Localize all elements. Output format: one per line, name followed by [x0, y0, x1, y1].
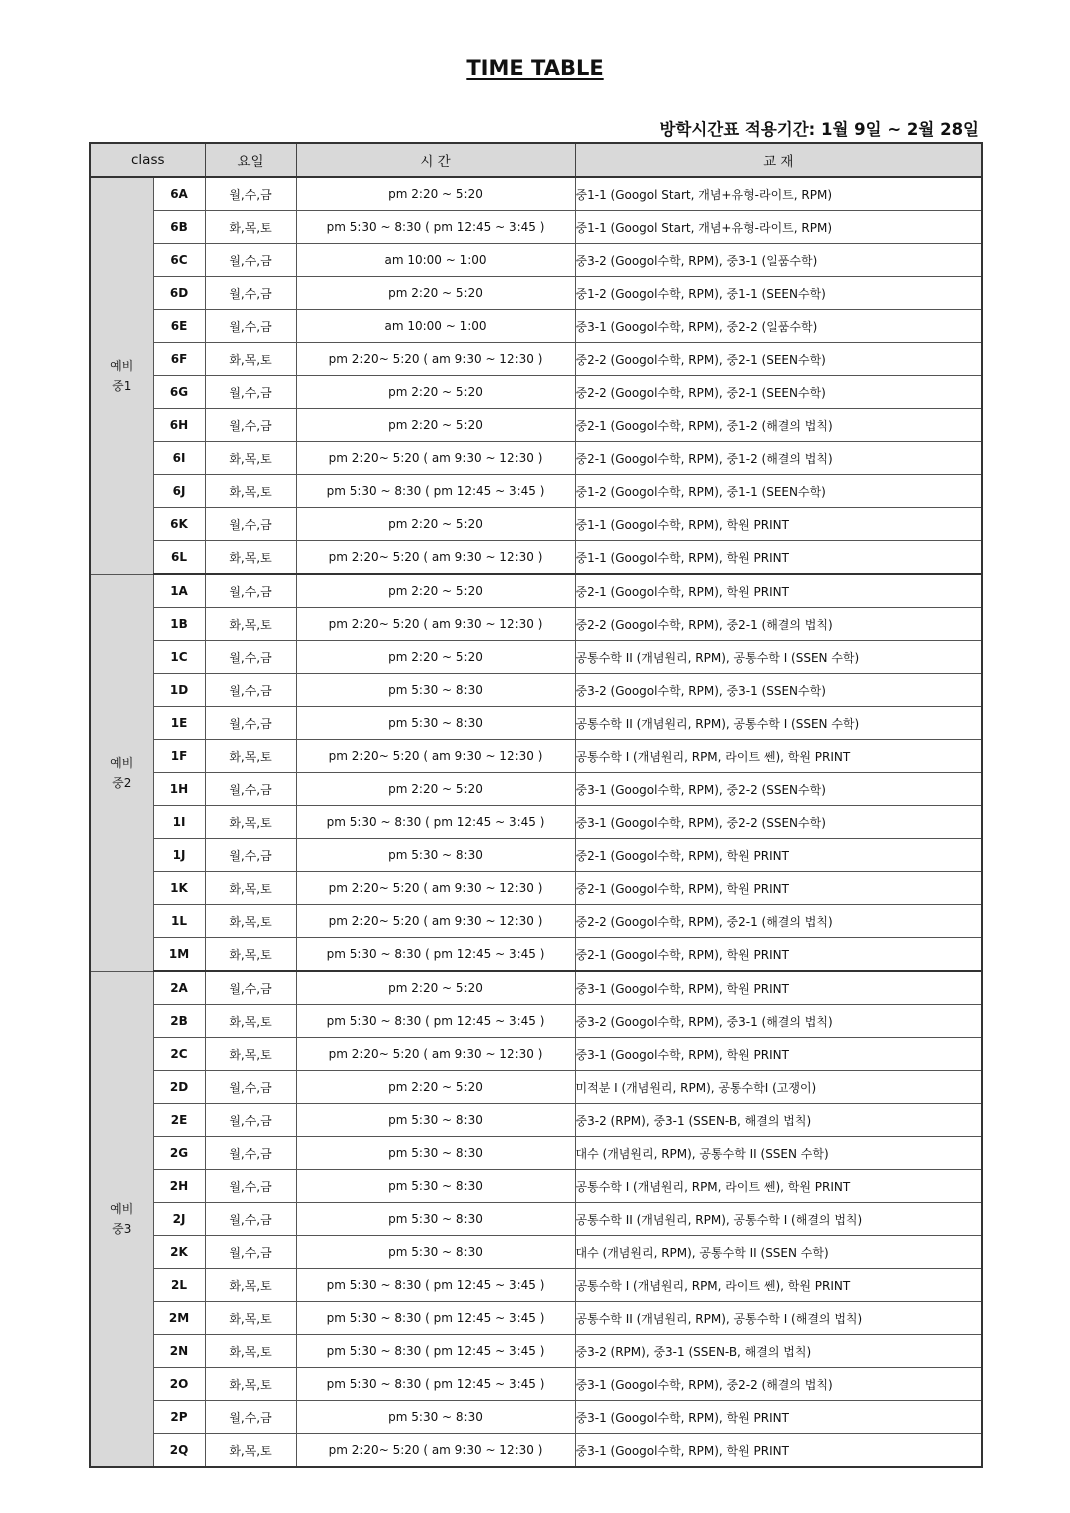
table-row	[90, 442, 982, 475]
header-day: 요일	[205, 143, 296, 177]
class-textbooks: 중2-2 (Googol수학, RPM), 중2-1 (해결의 법칙)	[575, 905, 982, 938]
class-code: 1K	[153, 872, 205, 905]
class-code: 2P	[153, 1401, 205, 1434]
class-code: 2C	[153, 1038, 205, 1071]
class-code: 2L	[153, 1269, 205, 1302]
class-textbooks: 중1-1 (Googol Start, 개념+유형-라이트, RPM)	[575, 177, 982, 211]
table-row	[90, 409, 982, 442]
class-code: 6I	[153, 442, 205, 475]
class-textbooks: 중3-2 (Googol수학, RPM), 중3-1 (SSEN수학)	[575, 674, 982, 707]
class-time: pm 2:20 ~ 5:20	[296, 508, 575, 541]
header-time: 시 간	[296, 143, 575, 177]
table-row	[90, 674, 982, 707]
class-textbooks: 중3-2 (RPM), 중3-1 (SSEN-B, 해결의 법칙)	[575, 1335, 982, 1368]
class-days: 월,수,금	[205, 574, 296, 608]
class-code: 1H	[153, 773, 205, 806]
table-row	[90, 839, 982, 872]
class-days: 월,수,금	[205, 1071, 296, 1104]
class-time: pm 5:30 ~ 8:30 ( pm 12:45 ~ 3:45 )	[296, 1005, 575, 1038]
table-row	[90, 1302, 982, 1335]
class-textbooks: 중2-2 (Googol수학, RPM), 중2-1 (SEEN수학)	[575, 376, 982, 409]
header-book: 교 재	[575, 143, 982, 177]
class-code: 2O	[153, 1368, 205, 1401]
table-row	[90, 310, 982, 343]
class-days: 월,수,금	[205, 1203, 296, 1236]
class-textbooks: 공통수학 II (개념원리, RPM), 공통수학 I (해결의 법칙)	[575, 1203, 982, 1236]
class-time: pm 2:20 ~ 5:20	[296, 773, 575, 806]
class-time: pm 5:30 ~ 8:30 ( pm 12:45 ~ 3:45 )	[296, 211, 575, 244]
class-days: 화,목,토	[205, 740, 296, 773]
class-time: pm 2:20 ~ 5:20	[296, 574, 575, 608]
class-code: 2E	[153, 1104, 205, 1137]
class-code: 6K	[153, 508, 205, 541]
table-row	[90, 177, 982, 211]
class-code: 1L	[153, 905, 205, 938]
class-code: 1C	[153, 641, 205, 674]
class-days: 월,수,금	[205, 674, 296, 707]
class-code: 2Q	[153, 1434, 205, 1468]
class-code: 2J	[153, 1203, 205, 1236]
class-time: pm 2:20 ~ 5:20	[296, 409, 575, 442]
class-textbooks: 중3-1 (Googol수학, RPM), 중2-2 (해결의 법칙)	[575, 1368, 982, 1401]
class-textbooks: 중1-1 (Googol수학, RPM), 학원 PRINT	[575, 508, 982, 541]
table-row	[90, 938, 982, 972]
class-textbooks: 중3-1 (Googol수학, RPM), 중2-2 (SSEN수학)	[575, 773, 982, 806]
class-code: 6D	[153, 277, 205, 310]
class-code: 6H	[153, 409, 205, 442]
class-textbooks: 중3-1 (Googol수학, RPM), 중2-2 (일품수학)	[575, 310, 982, 343]
class-days: 화,목,토	[205, 1368, 296, 1401]
class-time: pm 5:30 ~ 8:30	[296, 707, 575, 740]
class-textbooks: 공통수학 II (개념원리, RPM), 공통수학 I (SSEN 수학)	[575, 707, 982, 740]
table-row	[90, 1005, 982, 1038]
class-code: 6L	[153, 541, 205, 575]
class-code: 1F	[153, 740, 205, 773]
class-days: 화,목,토	[205, 1269, 296, 1302]
table-row	[90, 343, 982, 376]
class-textbooks: 대수 (개념원리, RPM), 공통수학 II (SSEN 수학)	[575, 1137, 982, 1170]
class-time: pm 5:30 ~ 8:30 ( pm 12:45 ~ 3:45 )	[296, 1335, 575, 1368]
timetable	[89, 142, 983, 1468]
class-code: 6C	[153, 244, 205, 277]
table-row	[90, 1071, 982, 1104]
class-time: pm 2:20 ~ 5:20	[296, 1071, 575, 1104]
class-textbooks: 공통수학 I (개념원리, RPM, 라이트 쎈), 학원 PRINT	[575, 1269, 982, 1302]
class-time: pm 2:20~ 5:20 ( am 9:30 ~ 12:30 )	[296, 905, 575, 938]
table-row	[90, 1434, 982, 1468]
header-row	[90, 143, 982, 177]
table-row	[90, 1269, 982, 1302]
class-days: 화,목,토	[205, 211, 296, 244]
class-code: 1I	[153, 806, 205, 839]
class-days: 월,수,금	[205, 707, 296, 740]
class-textbooks: 중2-1 (Googol수학, RPM), 학원 PRINT	[575, 839, 982, 872]
class-textbooks: 중3-1 (Googol수학, RPM), 학원 PRINT	[575, 1401, 982, 1434]
class-time: pm 5:30 ~ 8:30 ( pm 12:45 ~ 3:45 )	[296, 475, 575, 508]
class-days: 화,목,토	[205, 905, 296, 938]
schedule-period: 방학시간표 적용기간: 1월 9일 ~ 2월 28일	[659, 120, 979, 139]
class-time: pm 5:30 ~ 8:30 ( pm 12:45 ~ 3:45 )	[296, 938, 575, 972]
class-days: 월,수,금	[205, 1401, 296, 1434]
class-code: 2G	[153, 1137, 205, 1170]
table-row	[90, 1401, 982, 1434]
class-textbooks: 중3-1 (Googol수학, RPM), 학원 PRINT	[575, 1434, 982, 1468]
class-textbooks: 중2-1 (Googol수학, RPM), 학원 PRINT	[575, 938, 982, 972]
grade-group-label: 예비 중3	[90, 971, 153, 1467]
table-row	[90, 475, 982, 508]
class-days: 화,목,토	[205, 872, 296, 905]
class-days: 월,수,금	[205, 839, 296, 872]
class-textbooks: 공통수학 II (개념원리, RPM), 공통수학 I (SSEN 수학)	[575, 641, 982, 674]
class-time: am 10:00 ~ 1:00	[296, 244, 575, 277]
table-row	[90, 971, 982, 1005]
class-code: 1J	[153, 839, 205, 872]
class-days: 월,수,금	[205, 177, 296, 211]
class-days: 월,수,금	[205, 773, 296, 806]
class-textbooks: 중2-2 (Googol수학, RPM), 중2-1 (SEEN수학)	[575, 343, 982, 376]
class-code: 1A	[153, 574, 205, 608]
class-days: 월,수,금	[205, 409, 296, 442]
class-code: 6E	[153, 310, 205, 343]
class-textbooks: 중1-2 (Googol수학, RPM), 중1-1 (SEEN수학)	[575, 475, 982, 508]
class-time: pm 5:30 ~ 8:30 ( pm 12:45 ~ 3:45 )	[296, 1269, 575, 1302]
class-time: pm 2:20~ 5:20 ( am 9:30 ~ 12:30 )	[296, 1038, 575, 1071]
table-row	[90, 376, 982, 409]
class-code: 1D	[153, 674, 205, 707]
class-time: pm 5:30 ~ 8:30	[296, 1104, 575, 1137]
class-days: 월,수,금	[205, 641, 296, 674]
class-textbooks: 미적분 I (개념원리, RPM), 공통수학I (고쟁이)	[575, 1071, 982, 1104]
class-textbooks: 중1-1 (Googol Start, 개념+유형-라이트, RPM)	[575, 211, 982, 244]
class-code: 6J	[153, 475, 205, 508]
table-row	[90, 1335, 982, 1368]
table-row	[90, 608, 982, 641]
class-code: 6G	[153, 376, 205, 409]
class-time: pm 5:30 ~ 8:30	[296, 1401, 575, 1434]
table-row	[90, 707, 982, 740]
class-textbooks: 공통수학 I (개념원리, RPM, 라이트 쎈), 학원 PRINT	[575, 740, 982, 773]
class-code: 6A	[153, 177, 205, 211]
class-time: pm 5:30 ~ 8:30	[296, 1203, 575, 1236]
class-code: 2M	[153, 1302, 205, 1335]
class-code: 2N	[153, 1335, 205, 1368]
class-textbooks: 중3-2 (RPM), 중3-1 (SSEN-B, 해결의 법칙)	[575, 1104, 982, 1137]
table-row	[90, 574, 982, 608]
table-row	[90, 905, 982, 938]
class-days: 월,수,금	[205, 310, 296, 343]
grade-group-label: 예비 중1	[90, 177, 153, 574]
class-textbooks: 중2-1 (Googol수학, RPM), 학원 PRINT	[575, 872, 982, 905]
class-days: 월,수,금	[205, 376, 296, 409]
table-row	[90, 1038, 982, 1071]
table-row	[90, 211, 982, 244]
class-textbooks: 공통수학 II (개념원리, RPM), 공통수학 I (해결의 법칙)	[575, 1302, 982, 1335]
table-row	[90, 1170, 982, 1203]
class-time: pm 2:20~ 5:20 ( am 9:30 ~ 12:30 )	[296, 442, 575, 475]
table-row	[90, 1104, 982, 1137]
table-row	[90, 806, 982, 839]
class-time: pm 2:20~ 5:20 ( am 9:30 ~ 12:30 )	[296, 343, 575, 376]
class-time: pm 2:20 ~ 5:20	[296, 376, 575, 409]
class-textbooks: 중3-2 (Googol수학, RPM), 중3-1 (일품수학)	[575, 244, 982, 277]
class-days: 월,수,금	[205, 1236, 296, 1269]
class-time: pm 5:30 ~ 8:30	[296, 1236, 575, 1269]
class-code: 6F	[153, 343, 205, 376]
table-row	[90, 541, 982, 575]
class-days: 화,목,토	[205, 1302, 296, 1335]
table-row	[90, 277, 982, 310]
class-time: pm 2:20~ 5:20 ( am 9:30 ~ 12:30 )	[296, 608, 575, 641]
class-textbooks: 중2-2 (Googol수학, RPM), 중2-1 (해결의 법칙)	[575, 608, 982, 641]
page-title	[0, 56, 1070, 80]
class-time: pm 5:30 ~ 8:30	[296, 674, 575, 707]
class-time: pm 5:30 ~ 8:30	[296, 839, 575, 872]
class-time: pm 2:20 ~ 5:20	[296, 177, 575, 211]
table-row	[90, 1137, 982, 1170]
class-textbooks: 중2-1 (Googol수학, RPM), 학원 PRINT	[575, 574, 982, 608]
class-textbooks: 공통수학 I (개념원리, RPM, 라이트 쎈), 학원 PRINT	[575, 1170, 982, 1203]
table-row	[90, 244, 982, 277]
class-days: 화,목,토	[205, 343, 296, 376]
class-textbooks: 중2-1 (Googol수학, RPM), 중1-2 (해결의 법칙)	[575, 409, 982, 442]
class-code: 2A	[153, 971, 205, 1005]
class-days: 화,목,토	[205, 806, 296, 839]
class-time: pm 5:30 ~ 8:30 ( pm 12:45 ~ 3:45 )	[296, 1302, 575, 1335]
class-time: pm 2:20~ 5:20 ( am 9:30 ~ 12:30 )	[296, 541, 575, 575]
class-code: 2K	[153, 1236, 205, 1269]
timetable-body	[90, 177, 982, 1467]
class-textbooks: 중1-1 (Googol수학, RPM), 학원 PRINT	[575, 541, 982, 575]
table-row	[90, 773, 982, 806]
class-code: 2B	[153, 1005, 205, 1038]
class-textbooks: 중3-2 (Googol수학, RPM), 중3-1 (해결의 법칙)	[575, 1005, 982, 1038]
class-time: pm 5:30 ~ 8:30	[296, 1137, 575, 1170]
class-days: 월,수,금	[205, 508, 296, 541]
header-class: class	[90, 143, 205, 177]
class-days: 화,목,토	[205, 1038, 296, 1071]
grade-group-label: 예비 중2	[90, 574, 153, 971]
class-code: 1B	[153, 608, 205, 641]
table-row	[90, 641, 982, 674]
class-days: 월,수,금	[205, 277, 296, 310]
class-time: pm 5:30 ~ 8:30 ( pm 12:45 ~ 3:45 )	[296, 1368, 575, 1401]
class-days: 화,목,토	[205, 1434, 296, 1468]
table-row	[90, 1368, 982, 1401]
class-code: 1M	[153, 938, 205, 972]
class-code: 2D	[153, 1071, 205, 1104]
class-days: 월,수,금	[205, 1104, 296, 1137]
table-row	[90, 1236, 982, 1269]
class-days: 화,목,토	[205, 1005, 296, 1038]
class-code: 1E	[153, 707, 205, 740]
table-row	[90, 872, 982, 905]
class-time: pm 5:30 ~ 8:30	[296, 1170, 575, 1203]
class-textbooks: 중3-1 (Googol수학, RPM), 중2-2 (SSEN수학)	[575, 806, 982, 839]
class-textbooks: 중1-2 (Googol수학, RPM), 중1-1 (SEEN수학)	[575, 277, 982, 310]
class-code: 6B	[153, 211, 205, 244]
title-text: TIME TABLE	[466, 56, 604, 80]
class-time: am 10:00 ~ 1:00	[296, 310, 575, 343]
class-days: 화,목,토	[205, 608, 296, 641]
table-row	[90, 740, 982, 773]
table-row	[90, 508, 982, 541]
class-time: pm 5:30 ~ 8:30 ( pm 12:45 ~ 3:45 )	[296, 806, 575, 839]
class-days: 화,목,토	[205, 475, 296, 508]
class-time: pm 2:20~ 5:20 ( am 9:30 ~ 12:30 )	[296, 872, 575, 905]
table-row	[90, 1203, 982, 1236]
class-time: pm 2:20 ~ 5:20	[296, 641, 575, 674]
class-days: 월,수,금	[205, 1137, 296, 1170]
class-textbooks: 중3-1 (Googol수학, RPM), 학원 PRINT	[575, 1038, 982, 1071]
class-time: pm 2:20~ 5:20 ( am 9:30 ~ 12:30 )	[296, 1434, 575, 1468]
class-time: pm 2:20~ 5:20 ( am 9:30 ~ 12:30 )	[296, 740, 575, 773]
class-time: pm 2:20 ~ 5:20	[296, 277, 575, 310]
class-code: 2H	[153, 1170, 205, 1203]
class-time: pm 2:20 ~ 5:20	[296, 971, 575, 1005]
class-textbooks: 대수 (개념원리, RPM), 공통수학 II (SSEN 수학)	[575, 1236, 982, 1269]
class-textbooks: 중3-1 (Googol수학, RPM), 학원 PRINT	[575, 971, 982, 1005]
class-textbooks: 중2-1 (Googol수학, RPM), 중1-2 (해결의 법칙)	[575, 442, 982, 475]
class-days: 화,목,토	[205, 541, 296, 575]
class-days: 화,목,토	[205, 1335, 296, 1368]
class-days: 월,수,금	[205, 1170, 296, 1203]
class-days: 화,목,토	[205, 938, 296, 972]
class-days: 화,목,토	[205, 442, 296, 475]
class-days: 월,수,금	[205, 244, 296, 277]
class-days: 월,수,금	[205, 971, 296, 1005]
